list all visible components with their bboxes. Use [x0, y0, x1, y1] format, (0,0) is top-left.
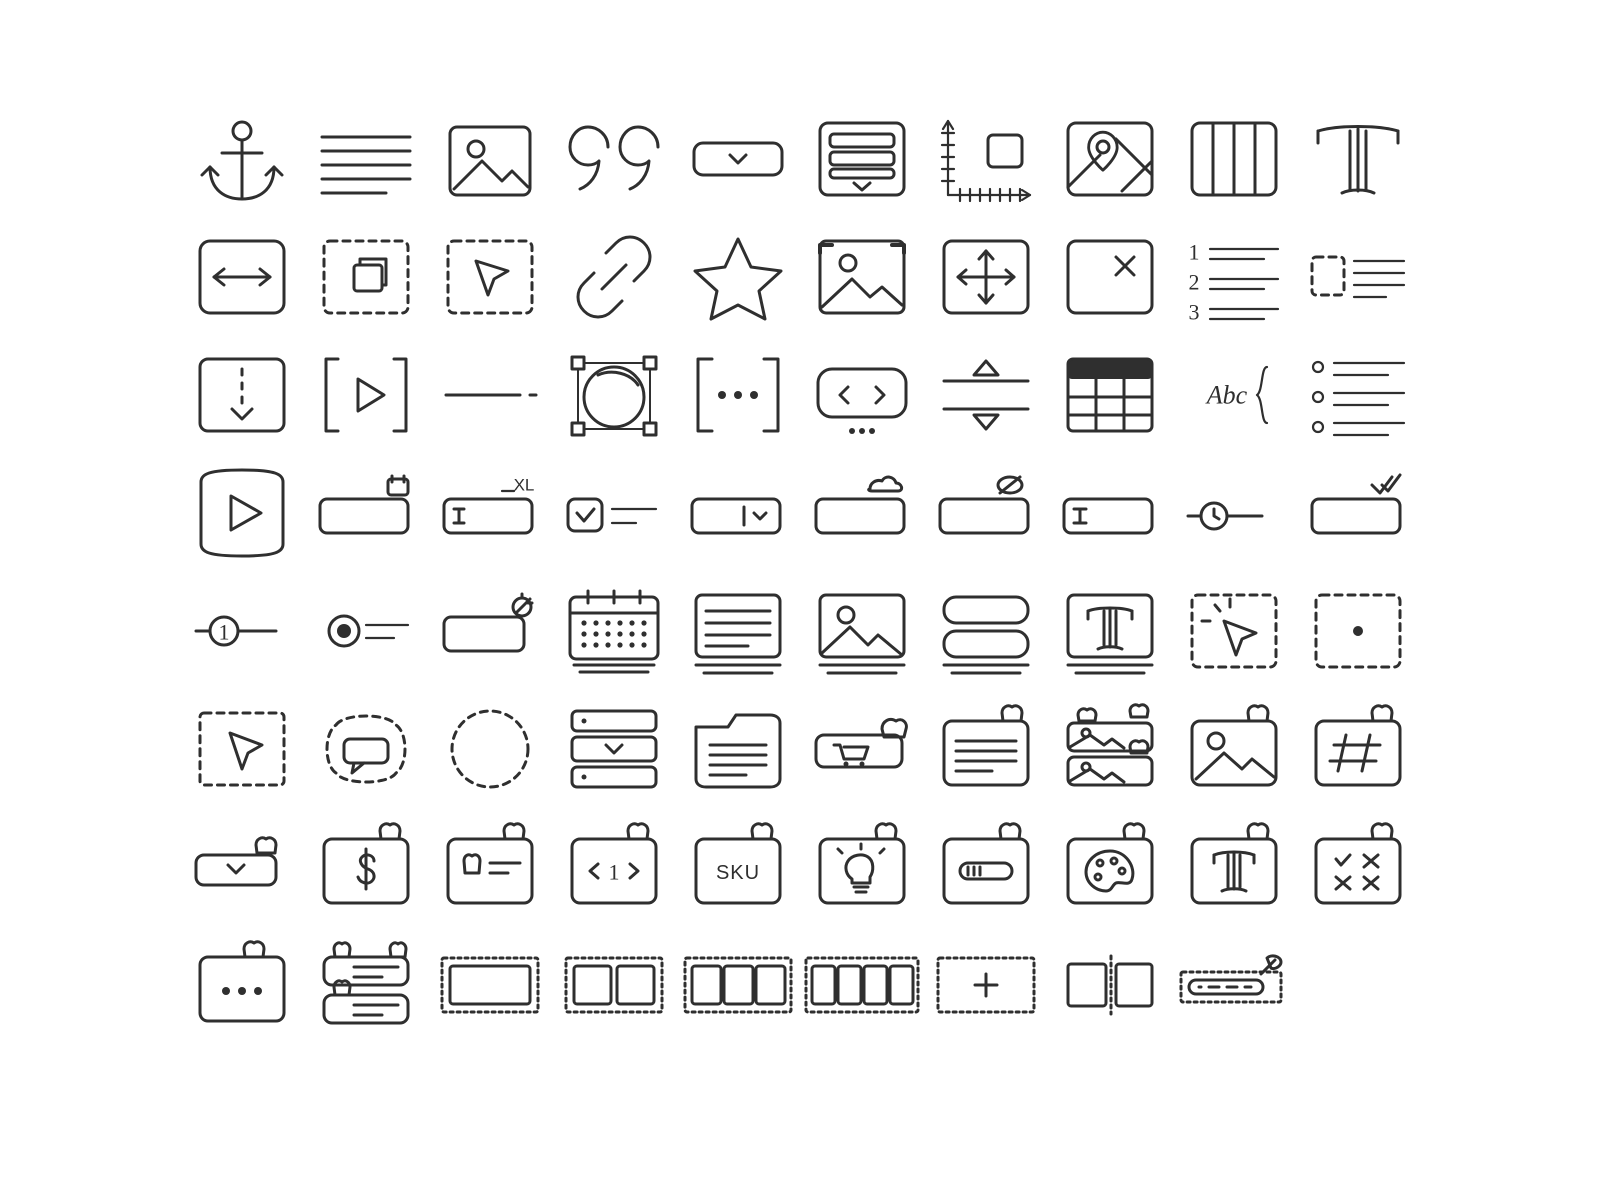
document-icon — [676, 690, 800, 808]
close-box-icon — [1048, 218, 1172, 336]
calendar-icon — [552, 572, 676, 690]
four-column-layout-icon — [800, 926, 924, 1044]
sku-card-icon — [676, 808, 800, 926]
idea-card-icon — [800, 808, 924, 926]
product-image-list-icon — [1048, 690, 1172, 808]
stacked-list-dropdown-icon — [800, 100, 924, 218]
more-options-icon — [676, 336, 800, 454]
map-pin-icon — [1048, 100, 1172, 218]
product-pagination-icon — [552, 808, 676, 926]
checkbox-field-icon — [552, 454, 676, 572]
price-card-icon — [304, 808, 428, 926]
field-with-badge-icon — [428, 572, 552, 690]
quote-icon — [552, 100, 676, 218]
divider-line-icon — [428, 336, 552, 454]
one-column-layout-icon — [428, 926, 552, 1044]
palette-card-icon — [1048, 808, 1172, 926]
image-block-icon — [800, 572, 924, 690]
font-sample-icon — [1172, 336, 1296, 454]
horizontal-resize-icon — [180, 218, 304, 336]
sku-label: SKU — [715, 862, 761, 884]
carousel-arrows-icon — [800, 336, 924, 454]
icon-grid — [180, 100, 1420, 1044]
cursor-selection-icon — [180, 690, 304, 808]
validated-field-icon — [1296, 454, 1420, 572]
product-dropdown-icon — [180, 808, 304, 926]
date-field-icon — [304, 454, 428, 572]
pinned-bar-icon — [1172, 926, 1296, 1044]
size-field-icon — [428, 454, 552, 572]
numbered-list-icon — [1172, 218, 1296, 336]
product-text-card-icon — [924, 690, 1048, 808]
size-label: XL — [513, 475, 535, 495]
table-header-icon — [1048, 336, 1172, 454]
upload-field-icon — [800, 454, 924, 572]
scroll-down-icon — [180, 336, 304, 454]
video-player-icon — [180, 454, 304, 572]
star-icon — [676, 218, 800, 336]
anchor-icon — [180, 100, 304, 218]
stock-bar-card-icon — [924, 808, 1048, 926]
typography-icon — [1296, 100, 1420, 218]
image-crop-icon — [800, 218, 924, 336]
typography-card-icon — [1172, 808, 1296, 926]
split-dropdown-field-icon — [676, 454, 800, 572]
split-panel-icon — [1048, 926, 1172, 1044]
availability-card-icon — [1296, 808, 1420, 926]
list-number-1: 1 — [1188, 239, 1200, 265]
image-icon — [428, 100, 552, 218]
product-detail-card-icon — [428, 808, 552, 926]
cart-field-icon — [800, 690, 924, 808]
text-block-icon — [676, 572, 800, 690]
product-more-card-icon — [180, 926, 304, 1044]
two-column-layout-icon — [552, 926, 676, 1044]
dashed-circle-icon — [428, 690, 552, 808]
loading-slider-icon — [1172, 454, 1296, 572]
text-input-icon — [1048, 454, 1172, 572]
pagination-number: 1 — [608, 859, 620, 885]
radio-selected-icon — [304, 572, 428, 690]
comment-bubble-icon — [304, 690, 428, 808]
stacked-blocks-icon — [924, 572, 1048, 690]
click-cursor-icon — [1172, 572, 1296, 690]
point-marker-icon — [1296, 572, 1420, 690]
vertical-spacing-icon — [924, 336, 1048, 454]
three-column-layout-icon — [676, 926, 800, 1044]
selection-square-icon — [304, 218, 428, 336]
step-number: 1 — [218, 619, 230, 645]
list-number-2: 2 — [1188, 269, 1200, 295]
move-arrows-icon — [924, 218, 1048, 336]
dropdown-field-icon — [676, 100, 800, 218]
bullet-list-icon — [1296, 336, 1420, 454]
product-hash-card-icon — [1296, 690, 1420, 808]
step-counter-icon — [180, 572, 304, 690]
add-block-icon — [924, 926, 1048, 1044]
selection-cursor-icon — [428, 218, 552, 336]
link-icon — [552, 218, 676, 336]
columns-icon — [1172, 100, 1296, 218]
video-play-icon — [304, 336, 428, 454]
password-field-icon — [924, 454, 1048, 572]
chart-axes-icon — [924, 100, 1048, 218]
text-element-icon — [1048, 572, 1172, 690]
list-number-3: 3 — [1188, 299, 1200, 325]
product-rows-icon — [304, 926, 428, 1044]
product-image-card-icon — [1172, 690, 1296, 808]
accordion-list-icon — [552, 690, 676, 808]
image-with-text-icon — [1296, 218, 1420, 336]
text-lines-icon — [304, 100, 428, 218]
font-sample-text: Abc — [1206, 380, 1248, 410]
transform-circle-icon — [552, 336, 676, 454]
